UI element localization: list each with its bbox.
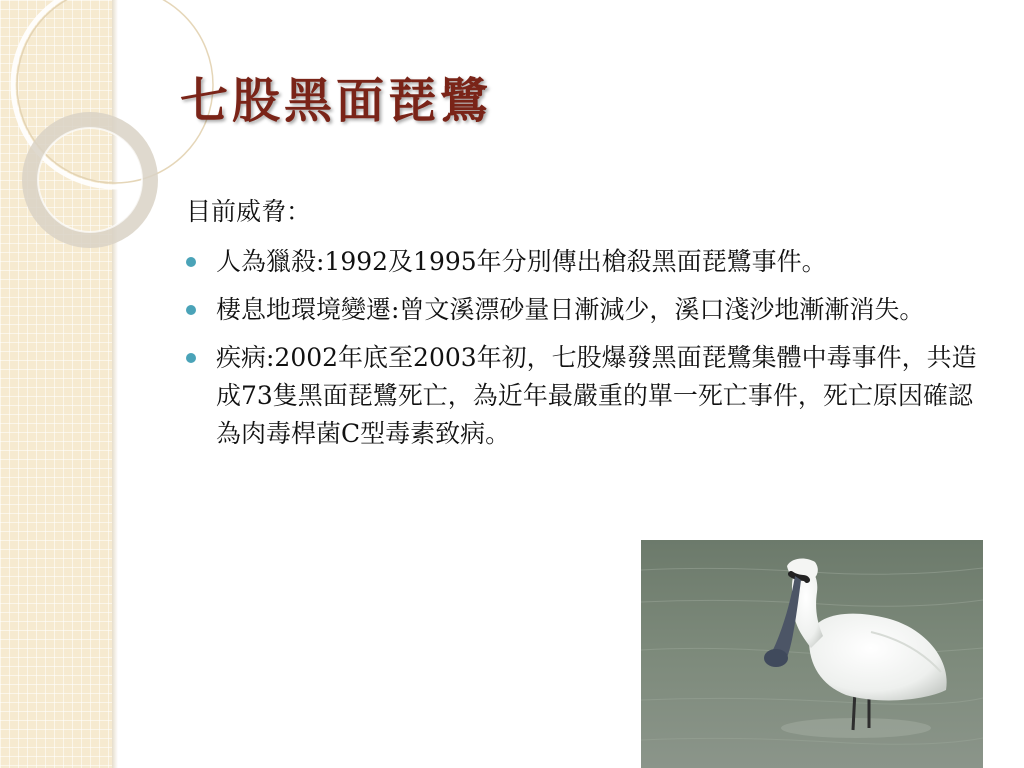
- spoonbill-photo: [641, 540, 983, 768]
- bullet-text: 人為獵殺:1992及1995年分別傳出槍殺黑面琵鷺事件。: [216, 247, 827, 276]
- slide-title: 七股黑面琵鷺: [180, 73, 493, 129]
- bullet-item-habitat: [186, 291, 986, 329]
- bullet-dot-icon: [186, 353, 196, 363]
- bullet-item-hunting: [186, 243, 986, 281]
- bullet-dot-icon: [186, 257, 196, 267]
- bullet-dot-icon: [186, 305, 196, 315]
- bullet-text: 棲息地環境變遷:曾文溪漂砂量日漸減少，溪口淺沙地漸漸消失。: [216, 295, 925, 324]
- bullet-text: 疾病:2002年底至2003年初，七股爆發黑面琵鷺集體中毒事件，共造成73隻黑面琵鷺死亡，為近年最嚴重的單一死亡事件，死亡原因確認為肉毒桿菌C型毒素致病。: [216, 343, 977, 448]
- bullet-list: [186, 243, 996, 453]
- intro-text: 目前威脅：: [186, 197, 312, 226]
- decorative-side-panel: [0, 0, 112, 768]
- slide-content: [186, 193, 996, 463]
- side-panel-shadow: [112, 0, 118, 768]
- bullet-item-disease: [186, 339, 986, 453]
